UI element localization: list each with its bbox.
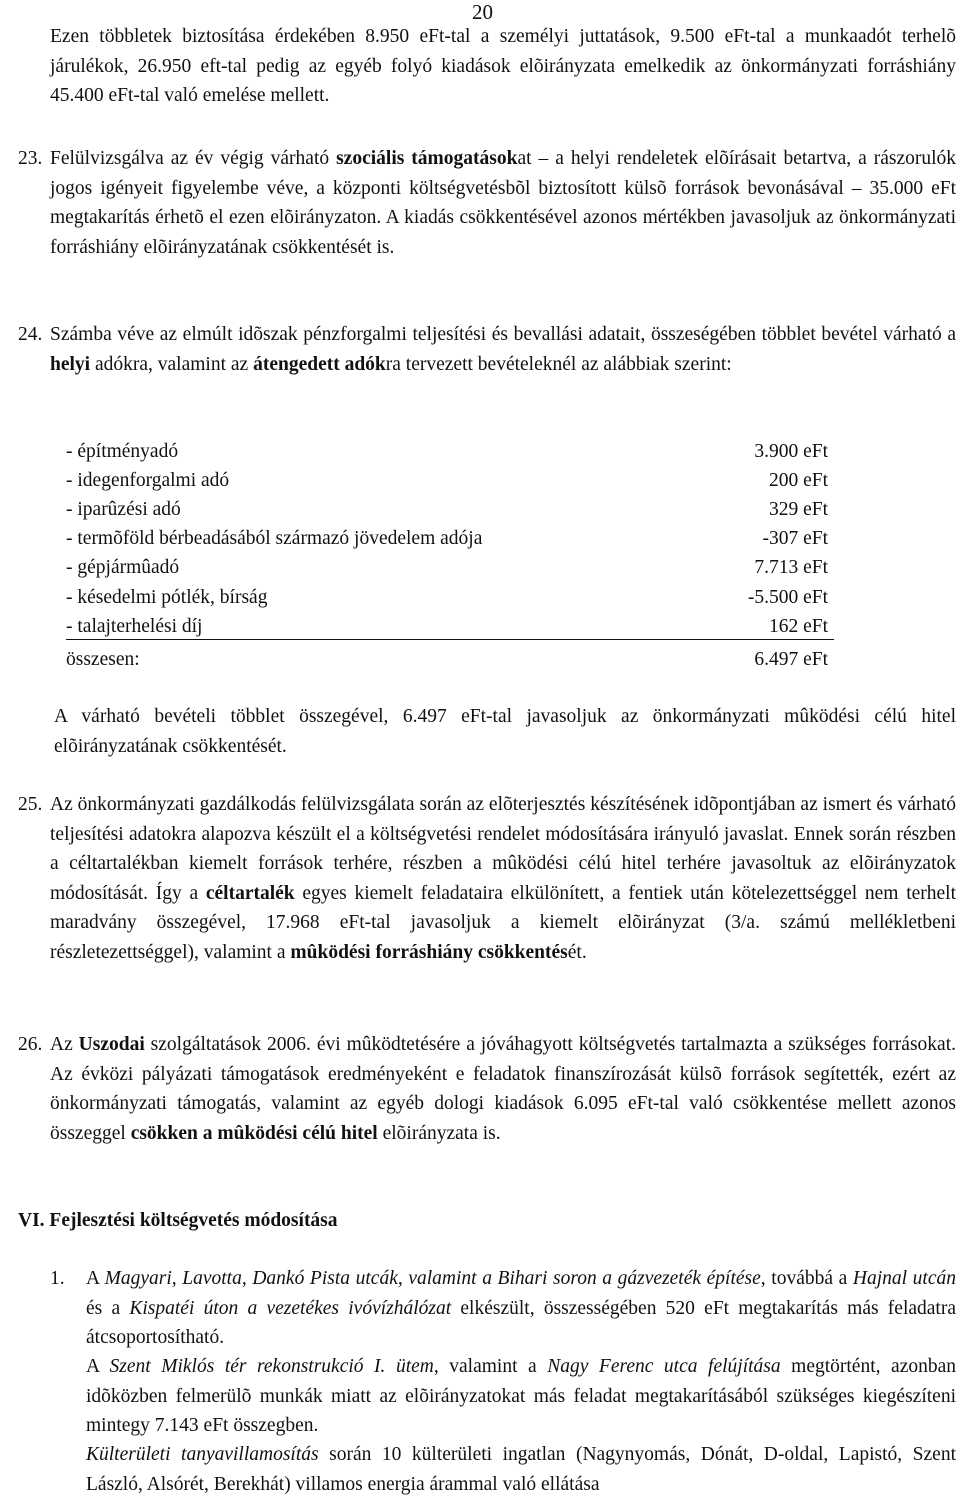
item-26-text: Az bbox=[50, 1034, 79, 1055]
tax-label: - talajterhelési díj bbox=[66, 616, 203, 637]
item-25-paragraph bbox=[50, 790, 956, 967]
tax-row bbox=[66, 583, 828, 613]
dev-italic: Szent Miklós tér rekonstrukció I. ütem, bbox=[109, 1356, 439, 1377]
dev-text: és a bbox=[86, 1297, 130, 1319]
tax-label: - idegenforgalmi adó bbox=[66, 470, 230, 491]
total-value: 6.497 eFt bbox=[754, 649, 828, 670]
item-24-text: Számba véve az elmúlt idõszak pénzforgalmi teljesítési és bevallási adatait, összeségében többlet bevétel várható a bbox=[50, 324, 956, 345]
tax-value: 329 eFt bbox=[768, 499, 828, 520]
item-24-bold: átengedett adók bbox=[253, 353, 386, 375]
item-25-text: Az önkormányzati gazdálkodás felülvizsgálata során az elõterjesztés készítésének idõpontjában az ismert és várható teljesítési adatokra alapozva készült el a költségvetési rendelet módosítására irányuló javaslat. Ennek során részben a céltartalékban kiemelt források terhére, részben a mûködési célú hitel terhére javasoltuk az elõirányzatok módosítását. Így a bbox=[50, 794, 956, 904]
tax-value: -307 eFt bbox=[762, 528, 828, 549]
item-23-paragraph bbox=[50, 144, 956, 262]
tax-value: 162 eFt bbox=[768, 616, 828, 637]
item-26-bold: csökken a mûködési célú hitel bbox=[130, 1122, 378, 1144]
item-24-paragraph bbox=[50, 320, 956, 379]
tax-value: 7.713 eFt bbox=[754, 557, 828, 578]
dev-italic: Kispatéi úton a vezetékes ivóvízhálózat bbox=[129, 1297, 452, 1319]
dev-italic: Nagy Ferenc utca felújítása bbox=[547, 1356, 781, 1377]
page-number: 20 bbox=[472, 0, 493, 24]
item-26-text: elõirányzata is. bbox=[377, 1122, 501, 1144]
item-24-text: ra tervezett bevételeknél az alábbiak szerint: bbox=[385, 353, 732, 375]
item-23-bold: szociális támogatások bbox=[336, 148, 518, 169]
dev-text: A bbox=[86, 1268, 105, 1289]
tax-label: - termõföld bérbeadásából származó jövedelem adója bbox=[66, 528, 483, 549]
item-24-bold: helyi bbox=[50, 353, 91, 375]
item-25-bold: céltartalék bbox=[205, 882, 295, 904]
item-25-text: ét. bbox=[567, 941, 587, 963]
dev-italic: Hajnal utcán bbox=[852, 1268, 956, 1289]
item-26-paragraph bbox=[50, 1030, 956, 1148]
tax-label: - késedelmi pótlék, bírság bbox=[66, 587, 268, 608]
tax-row bbox=[66, 495, 828, 525]
item-number: 1. bbox=[50, 1268, 65, 1289]
tax-value: -5.500 eFt bbox=[747, 587, 828, 608]
dev-text: elkészült, összességében 520 eFt megtakarítás más feladatra átcsoportosítható. bbox=[86, 1297, 957, 1348]
item-23-text: at – a helyi rendeletek elõírásait betartva, a rászorulók jogos igényeit figyelembe véve, a központi költségvetésbõl biztosított külsõ források bevonásával – 35.000 eFt megtakarítás érhetõ el ezen elõirányzaton. A kiadás csökkentésével azonos mértékben javasoljuk az önkormányzati forráshiány elõirányzatának csökkentését is. bbox=[50, 148, 957, 258]
item-26-bold: Uszodai bbox=[78, 1034, 145, 1055]
after-table-paragraph: A várható bevételi többlet összegével, 6.497 eFt-tal javasoljuk az önkormányzati mûködési célú hitel elõirányzatának csökkentését. bbox=[54, 706, 956, 757]
tax-value: 200 eFt bbox=[768, 470, 828, 491]
item-number: 25. bbox=[18, 794, 43, 815]
tax-label: - iparûzési adó bbox=[66, 499, 181, 520]
tax-label: - építményadó bbox=[66, 441, 179, 462]
total-label: összesen: bbox=[66, 649, 140, 670]
item-26-text: szolgáltatások 2006. évi mûködtetésére a jóváhagyott költségvetés tartalmazta a szükséges forrásokat. Az évközi pályázati támogatások eredményeként e feladatok finanszírozását külsõ források segítették, ezért az önkormányzati támogatás, valamint az egyéb dologi kiadások 6.095 eFt-tal való csökkentése mellett azonos összeggel bbox=[50, 1034, 956, 1144]
dev-item-1-paragraph-2 bbox=[86, 1352, 956, 1441]
total-divider bbox=[66, 639, 834, 640]
dev-text: valamint a bbox=[438, 1356, 548, 1377]
item-number: 24. bbox=[18, 324, 43, 345]
item-25-text: egyes kiemelt feladataira elkülönített, a fentiek után kötelezettséggel nem terhelt maradvány összegével, 17.968 eFt-tal javasoljuk a kiemelt elõirányzat (3/a. számú mellékletbeni részletezettséggel), valamint a bbox=[50, 882, 956, 963]
section-heading: VI. Fejlesztési költségvetés módosítása bbox=[18, 1210, 338, 1231]
tax-row bbox=[66, 466, 828, 496]
tax-row bbox=[66, 437, 828, 467]
item-number: 23. bbox=[18, 148, 43, 169]
item-number: 26. bbox=[18, 1034, 43, 1055]
dev-text: A bbox=[86, 1356, 110, 1377]
tax-row bbox=[66, 524, 828, 554]
dev-text: , továbbá a bbox=[760, 1268, 853, 1289]
dev-italic: Külterületi tanyavillamosítás bbox=[86, 1444, 319, 1465]
tax-value: 3.900 eFt bbox=[754, 441, 828, 462]
item-25-bold: mûködési forráshiány csökkentés bbox=[290, 941, 568, 963]
tax-label: - gépjármûadó bbox=[66, 557, 180, 578]
tax-row bbox=[66, 612, 828, 642]
intro-paragraph: Ezen többletek biztosítása érdekében 8.950 eFt-tal a személyi juttatások, 9.500 eFt-tal a munkaadót terhelõ járulékok, 26.950 eft-tal pedig az egyéb folyó kiadások elõirányzata emelkedik az önkormányzati forráshiány 45.400 eFt-tal való emelése mellett. bbox=[50, 26, 956, 106]
dev-item-1-paragraph-3 bbox=[86, 1440, 956, 1499]
dev-italic: Magyari, Lavotta, Dankó Pista utcák, valamint a Bihari soron a gázvezeték építése bbox=[104, 1268, 761, 1289]
total-row bbox=[66, 645, 828, 675]
dev-text: megtörtént, azonban idõközben felmerülõ munkák miatt az elõirányzatokat más feladat megtakarításából szükséges kiegészíteni mintegy 7.143 eFt összegben. bbox=[86, 1356, 956, 1436]
dev-item-1-paragraph bbox=[86, 1264, 956, 1353]
dev-text: során 10 külterületi ingatlan (Nagynyomás, Dónát, D-oldal, Lapistó, Szent László, Alsórét, Berekhát) villamos energia árammal való ellátása bbox=[86, 1444, 956, 1495]
item-23-text: Felülvizsgálva az év végig várható bbox=[50, 148, 337, 169]
item-24-text: adókra, valamint az bbox=[90, 353, 254, 375]
tax-row bbox=[66, 553, 828, 583]
